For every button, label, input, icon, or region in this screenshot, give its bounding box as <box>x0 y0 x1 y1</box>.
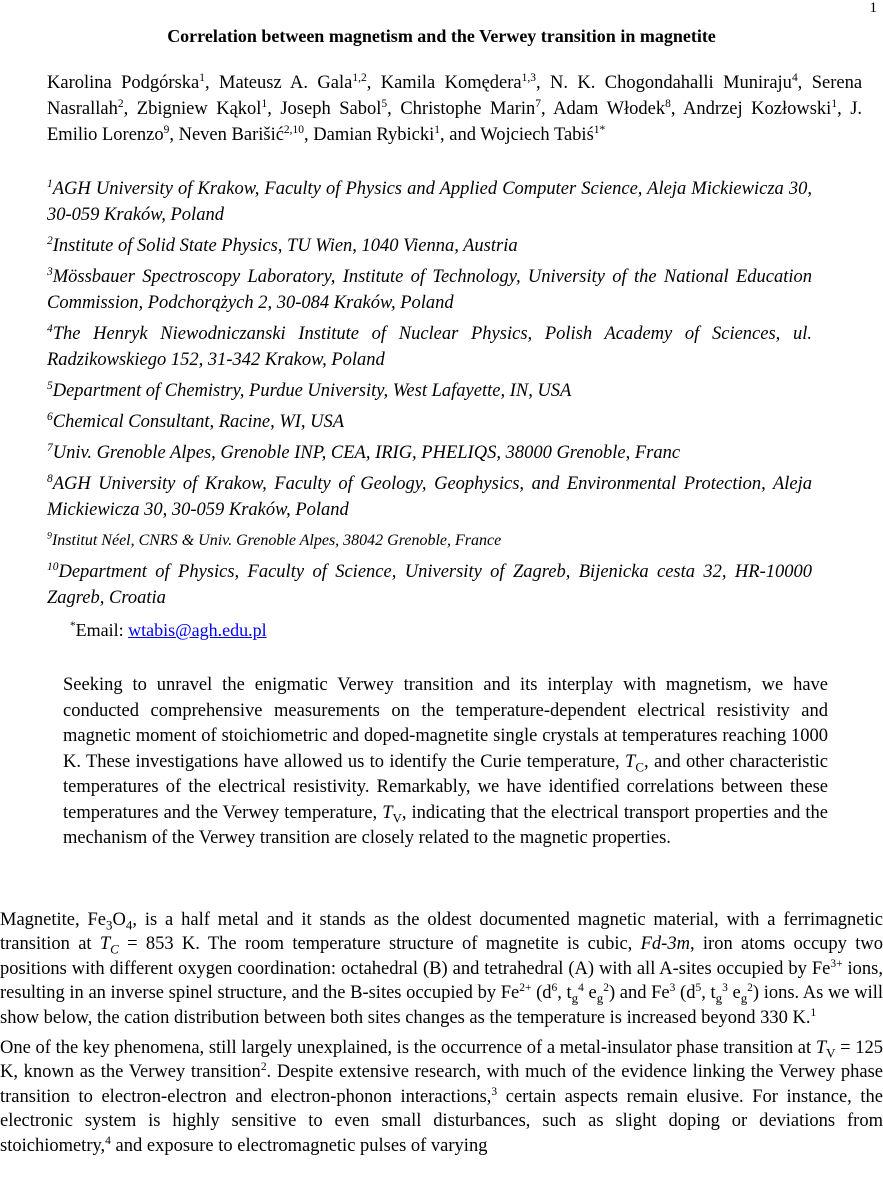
affiliation-number: 9 <box>47 530 52 542</box>
affiliation-5 <box>47 378 812 404</box>
affiliation-number: 8 <box>47 472 53 485</box>
author-name: J. Emilio Lorenzo <box>47 99 863 145</box>
author-separator: , <box>535 73 550 93</box>
author-separator: , <box>541 99 554 119</box>
affiliation-1 <box>47 176 812 228</box>
author-affiliation-mark: 1 <box>199 71 205 84</box>
affiliation-text: Mössbauer Spectroscopy Laboratory, Institute of Technology, University of the National Education Commission, Podchorążych 2, 30-084 Kraków, Poland <box>47 267 812 313</box>
affiliation-6 <box>47 409 812 435</box>
affiliation-text: The Henryk Niewodniczanski Institute of Nuclear Physics, Polish Academy of Sciences, ul. Radzikowskiego 152, 31-342 Krakow, Poland <box>47 324 812 370</box>
affiliation-text: Department of Physics, Faculty of Science, University of Zagreb, Bijenicka cesta 32, HR-10000 Zagreb, Croatia <box>47 562 812 608</box>
author-separator: , <box>837 99 851 119</box>
author-separator: , <box>387 99 401 119</box>
affiliation-9 <box>47 528 812 554</box>
abstract: Seeking to unravel the enigmatic Verwey transition and its interplay with magnetism, we have conducted comprehensive measurements on the temperature-dependent electrical resistivity and magnetic moment of stoichiometric and doped-magnetite single crystals at temperatures reaching 1000 K. These investigations have allowed us to identify the Curie temperature, $T_C$, and other characteristic temperatures of the electrical resistivity. Remarkably, we have identified correlations between these temperatures and the Verwey temperature, $T_V$, indicating that the electrical transport properties and the mechanism of the Verwey transition are closely related to the magnetic properties. <box>63 675 828 848</box>
author-name: Zbigniew Kąkol <box>136 99 262 119</box>
paragraph-1: Magnetite, $Fe_3O_4$, is a half metal and it stands as the oldest documented magnetic material, with a ferrimagnetic transition at $T_C = 853$ K. The room temperature structure of magnetite is cubic, Fd-3m, iron atoms occupy two positions with different oxygen coordination: octahedral (B) and tetrahedral (A) with all A-sites occupied by $Fe^{3+}$ ions, resulting in an inverse spinel structure, and the B-sites occupied by $Fe^{2+}$ ($d^6$, $t_g^4$ $e_g^2$) and Fe$^3$ ($d^5$, $t_g^3$ $e_g^2$) ions. As we will show below, the cation distribution between both sites changes as the temperature is increased beyond 330 K.$^1$ <box>0 910 883 1028</box>
author-name: Damian Rybicki <box>313 125 435 145</box>
body-text <box>0 908 883 1164</box>
author-separator: , <box>169 125 179 145</box>
affiliation-8 <box>47 471 812 523</box>
email-link[interactable]: wtabis@agh.edu.pl <box>128 620 267 640</box>
author-affiliation-mark: 2,10 <box>283 123 304 136</box>
affiliation-number: 7 <box>47 441 53 454</box>
author-affiliation-mark: 5 <box>381 97 388 110</box>
author-affiliation-mark: 1* <box>593 123 606 136</box>
author-affiliation-mark: 1 <box>831 97 838 110</box>
author-separator: , <box>304 125 314 145</box>
affiliation-7 <box>47 440 812 466</box>
paragraph-2: One of the key phenomena, still largely unexplained, is the occurrence of a metal-insulator phase transition at $T_V = 125$ K, known as the Verwey transition$^2$. Despite extensive research, with much of the evidence linking the Verwey phase transition to electron-electron and electron-phonon interactions,$^3$ certain aspects remain elusive. For instance, the electronic system is highly sensitive to even small disturbances, such as slight doping or deviations from stoichiometry,$^4$ and exposure to electromagnetic pulses of varying <box>0 1038 883 1156</box>
affiliation-10 <box>47 559 812 611</box>
author-separator: , <box>366 73 381 93</box>
author-name: Neven Barišić <box>178 125 284 145</box>
affiliation-number: 1 <box>47 177 53 190</box>
author-separator: , <box>204 73 219 93</box>
author-affiliation-mark: 7 <box>535 97 541 110</box>
author-name: Serena Nasrallah <box>47 73 863 119</box>
author-affiliation-mark: 1 <box>434 123 441 136</box>
affiliation-number: 10 <box>47 560 59 573</box>
affiliation-number: 4 <box>47 322 53 335</box>
affiliation-text: Univ. Grenoble Alpes, Grenoble INP, CEA, IRIG, PHELIQS, 38000 Grenoble, Franc <box>52 443 681 463</box>
corresponding-email <box>70 620 267 641</box>
author-name: Kamila Komędera <box>380 73 522 93</box>
author-separator: , and <box>440 125 481 145</box>
affiliation-number: 3 <box>47 265 53 278</box>
affiliation-2 <box>47 233 812 259</box>
affiliation-text: Institute of Solid State Physics, TU Wien, 1040 Vienna, Austria <box>52 236 518 256</box>
affiliation-text: Chemical Consultant, Racine, WI, USA <box>52 412 345 432</box>
author-affiliation-mark: 2 <box>117 97 124 110</box>
affiliation-3 <box>47 264 812 316</box>
author-name: Christophe Marin <box>400 99 536 119</box>
affiliation-text: AGH University of Krakow, Faculty of Physics and Applied Computer Science, Aleja Mickiewicza 30, 30-059 Kraków, Poland <box>47 179 812 225</box>
author-name: Karolina Podgórska <box>47 73 200 93</box>
affiliation-text: AGH University of Krakow, Faculty of Geology, Geophysics, and Environmental Protection, Aleja Mickiewicza 30, 30-059 Kraków, Poland <box>47 474 812 520</box>
affiliation-number: 5 <box>47 379 53 392</box>
email-label: Email: <box>75 620 129 640</box>
author-affiliation-mark: 9 <box>163 123 170 136</box>
author-name: Mateusz A. Gala <box>219 73 353 93</box>
affiliation-text: Department of Chemistry, Purdue University, West Lafayette, IN, USA <box>52 381 572 401</box>
author-affiliation-mark: 1,3 <box>521 71 536 84</box>
paper-title: Correlation between magnetism and the Verwey transition in magnetite <box>167 26 716 46</box>
affiliation-number: 2 <box>47 234 53 247</box>
author-separator: , <box>123 99 137 119</box>
author-name: Adam Włodek <box>553 99 666 119</box>
author-affiliation-mark: 8 <box>665 97 671 110</box>
email-star: * <box>70 620 76 632</box>
author-separator: , <box>267 99 281 119</box>
author-affiliation-mark: 4 <box>791 71 798 84</box>
author-separator: , <box>797 73 812 93</box>
author-name: N. K. Chogondahalli Muniraju <box>550 73 792 93</box>
author-name: Andrzej Kozłowski <box>683 99 832 119</box>
affiliation-4 <box>47 321 812 373</box>
author-separator: , <box>670 99 684 119</box>
author-name: Wojciech Tabiś <box>480 125 594 145</box>
author-affiliation-mark: 1 <box>261 97 268 110</box>
author-affiliation-mark: 1,2 <box>352 71 367 84</box>
author-list <box>47 70 862 148</box>
affiliation-number: 6 <box>47 410 53 423</box>
affiliation-list <box>47 176 812 616</box>
author-name: Joseph Sabol <box>280 99 382 119</box>
page-number: 1 <box>869 0 877 16</box>
affiliation-text: Institut Néel, CNRS & Univ. Grenoble Alpes, 38042 Grenoble, France <box>51 532 502 549</box>
